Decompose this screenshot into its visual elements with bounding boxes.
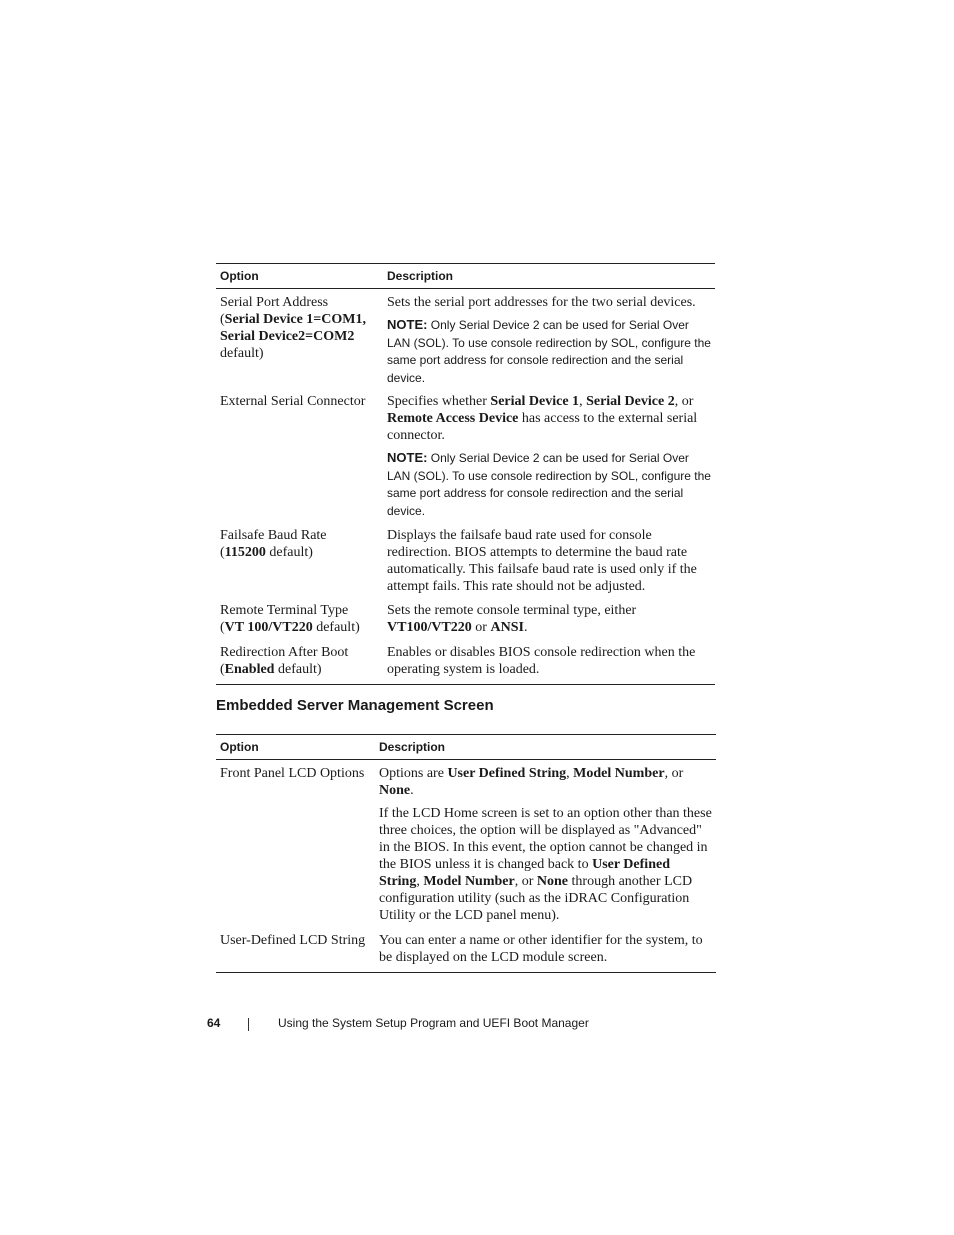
option-default-value: Enabled: [224, 662, 275, 677]
column-header-option: Option: [220, 269, 259, 283]
note: [387, 316, 713, 387]
option-name: User-Defined LCD String: [220, 933, 366, 948]
column-header-description: Description: [387, 269, 454, 283]
column-header-option: Option: [220, 740, 259, 754]
column-header-description: Description: [379, 740, 446, 754]
description-text: If the LCD Home screen is set to an option other than these three choices, the option will be displayed as "Advanced" in the BIOS. In this event, the option cannot be changed in the BIOS unless it is changed back to User Defined String, Model Number, or None through another LCD configuration utility (such as the iDRAC Configuration Utility or the LCD panel menu).: [379, 806, 712, 923]
note-text: Only Serial Device 2 can be used for Serial Over LAN (SOL). To use console redirection by SOL, configure the same port address for console redirection and the serial device.: [387, 451, 711, 518]
description-cell: [387, 393, 715, 520]
option-name: Front Panel LCD Options: [220, 766, 365, 781]
note-label: NOTE:: [387, 317, 428, 332]
description-cell: [387, 602, 715, 636]
option-cell: Redirection After Boot (Enabled default): [220, 645, 349, 677]
option-name: External Serial Connector: [220, 394, 366, 409]
option-name: Failsafe Baud Rate: [220, 528, 327, 543]
note-label: NOTE:: [387, 450, 428, 465]
description-text: Sets the serial port addresses for the two serial devices.: [387, 295, 696, 310]
table-row-failsafe-baud-rate: [216, 527, 715, 595]
description-text: Displays the failsafe baud rate used for console redirection. BIOS attempts to determine the baud rate automatically. This failsafe baud rate is used only if the attempt fails. This rate should not be adjusted.: [387, 528, 697, 594]
table-row-user-defined-lcd-string: [216, 932, 716, 973]
footer-divider: [248, 1018, 249, 1031]
page-footer: [0, 1016, 954, 1034]
option-name: Redirection After Boot: [220, 645, 349, 660]
description-cell: [387, 644, 715, 678]
table-header: [216, 263, 715, 289]
option-default-value: 115200: [224, 545, 266, 560]
option-cell: [216, 765, 379, 924]
table-row-redirection-after-boot: [216, 644, 715, 685]
description-cell: [379, 765, 716, 924]
table-row-external-serial-connector: [216, 393, 715, 520]
description-text: Options are User Defined String, Model Number, or None.: [379, 766, 684, 798]
description-cell: [387, 294, 715, 387]
option-cell: [216, 393, 387, 520]
description-cell: [379, 932, 716, 966]
table-row-remote-terminal-type: [216, 602, 715, 636]
description-text: Specifies whether Serial Device 1, Serial Device 2, or Remote Access Device has access to the external serial connector.: [387, 394, 698, 443]
note-text: Only Serial Device 2 can be used for Serial Over LAN (SOL). To use console redirection by SOL, configure the same port address for console redirection and the serial device.: [387, 318, 711, 385]
option-name: Serial Port Address: [220, 295, 329, 310]
table-row-front-panel-lcd-options: [216, 765, 716, 924]
note: [387, 449, 713, 520]
table-row-serial-port-address: [216, 294, 715, 387]
option-cell: Failsafe Baud Rate (115200 default): [220, 528, 327, 560]
table-header: [216, 734, 716, 760]
footer-title: Using the System Setup Program and UEFI Boot Manager: [278, 1016, 589, 1030]
description-cell: [387, 527, 715, 595]
server-management-table: [216, 734, 716, 973]
description-text: Enables or disables BIOS console redirection when the operating system is loaded.: [387, 645, 696, 677]
option-default-value: Serial Device 1=COM1, Serial Device2=COM2: [220, 312, 366, 344]
description-text: You can enter a name or other identifier for the system, to be displayed on the LCD module screen.: [379, 933, 703, 965]
serial-options-table: [216, 263, 715, 685]
option-cell: [216, 932, 379, 966]
option-name: Remote Terminal Type: [220, 603, 349, 618]
option-cell: Remote Terminal Type (VT 100/VT220 default): [220, 603, 360, 635]
description-text: Sets the remote console terminal type, either VT100/VT220 or ANSI.: [387, 603, 637, 635]
option-default-value: VT 100/VT220: [224, 620, 313, 635]
page-number: 64: [207, 1016, 221, 1030]
section-heading: Embedded Server Management Screen: [216, 697, 494, 714]
option-cell: Serial Port Address (Serial Device 1=COM1, Serial Device2=COM2 default): [220, 295, 366, 361]
